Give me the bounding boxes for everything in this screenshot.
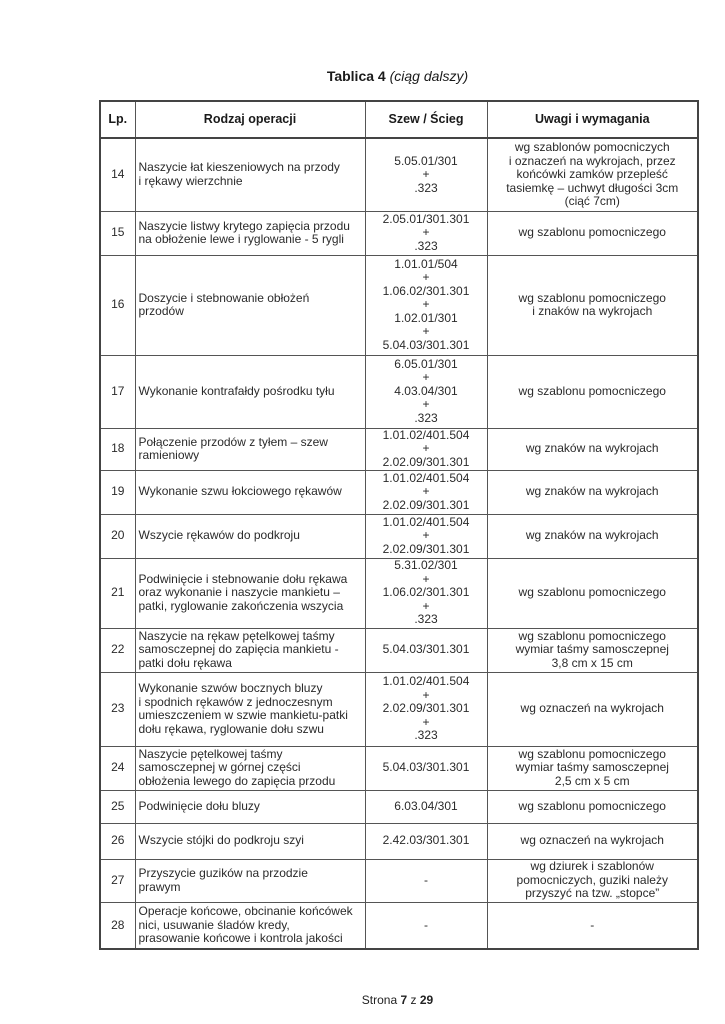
page-of: z: [410, 993, 417, 1007]
cell-seam: [365, 355, 487, 428]
cell-seam: [365, 470, 487, 514]
cell-operation: [135, 902, 365, 949]
table-row: [100, 138, 698, 211]
cell-seam-line: 1.06.02/301.301: [382, 283, 470, 298]
cell-notes: [487, 211, 698, 255]
table-row: [100, 470, 698, 514]
cell-seam: [365, 790, 487, 823]
cell-operation-line: Naszycie listwy krytego zapięcia przodu: [138, 218, 350, 233]
cell-operation-line: na obłożenie lewe i ryglowanie - 5 rygli: [138, 232, 344, 246]
cell-seam: [365, 558, 487, 628]
cell-seam-line: +: [422, 484, 430, 499]
cell-notes: [487, 428, 698, 470]
table-title-main: Tablica 4: [326, 68, 386, 84]
cell-seam-line: 1.06.02/301.301: [382, 585, 470, 600]
cell-notes: [487, 859, 698, 902]
cell-lp: 20: [100, 514, 135, 558]
cell-operation: [135, 628, 365, 672]
cell-operation: [135, 255, 365, 355]
cell-operation: [135, 823, 365, 859]
cell-lp: 25: [100, 790, 135, 823]
cell-notes: [487, 628, 698, 672]
cell-notes-line: wg znaków na wykrojach: [525, 528, 659, 543]
table-header-row: [100, 101, 698, 138]
table-row: [100, 902, 698, 949]
table-row: [100, 672, 698, 746]
cell-notes: [487, 558, 698, 628]
cell-operation-line: Wykonanie kontrafałdy pośrodku tyłu: [138, 383, 335, 398]
cell-seam-line: 5.31.02/301: [394, 558, 458, 573]
cell-operation-line: Podwinięcie dołu bluzy: [138, 798, 260, 813]
header-seam: Szew / Ścieg: [365, 101, 487, 138]
cell-seam: [365, 255, 487, 355]
cell-seam-line: 1.02.01/301: [394, 310, 458, 325]
cell-lp: 18: [100, 428, 135, 470]
cell-seam-line: +: [422, 370, 430, 385]
operations-table: [99, 100, 699, 950]
cell-operation: [135, 138, 365, 211]
cell-notes: [487, 255, 698, 355]
cell-notes-line: -: [590, 917, 595, 932]
cell-notes-line: wg znaków na wykrojach: [525, 484, 659, 499]
cell-seam: [365, 628, 487, 672]
cell-operation-line: Doszycie i stebnowanie obłożeń: [138, 290, 310, 305]
cell-operation-line: samosczepnej w górnej części: [138, 760, 301, 775]
cell-seam-line: .323: [414, 612, 438, 627]
cell-seam-line: .323: [414, 410, 438, 425]
table-row: [100, 859, 698, 902]
cell-operation: [135, 514, 365, 558]
table-row: [100, 355, 698, 428]
table-row: [100, 514, 698, 558]
cell-seam-line: 2.42.03/301.301: [382, 833, 470, 848]
cell-notes: [487, 355, 698, 428]
cell-lp: 24: [100, 746, 135, 790]
cell-operation: [135, 428, 365, 470]
cell-operation-line: Naszycie pętelkowej taśmy: [138, 746, 283, 761]
cell-operation-line: przodów: [138, 304, 184, 318]
table-body: [100, 138, 698, 949]
cell-notes-line: przyszyć na tzw. „stopce”: [525, 886, 660, 901]
cell-seam-line: -: [424, 872, 428, 887]
cell-notes-line: wg szablonu pomocniczego: [518, 628, 666, 643]
cell-seam-line: +: [422, 571, 430, 586]
cell-lp: 16: [100, 255, 135, 355]
cell-operation-line: prasowanie końcowe i kontrola jakości: [138, 931, 343, 945]
cell-seam-line: 2.05.01/301.301: [382, 211, 470, 226]
cell-notes-line: tasiemkę – uchwyt długości 3cm: [506, 180, 679, 195]
cell-operation-line: samosczepnej do zapięcia mankietu -: [138, 642, 339, 657]
cell-notes: [487, 902, 698, 949]
table-row: [100, 558, 698, 628]
cell-seam: [365, 859, 487, 902]
cell-lp: 17: [100, 355, 135, 428]
cell-operation: [135, 558, 365, 628]
cell-notes: [487, 823, 698, 859]
cell-notes-line: wg szablonu pomocniczego: [518, 746, 666, 761]
cell-operation-line: umieszczeniem w szwie mankietu-patki: [138, 708, 348, 722]
cell-notes: [487, 514, 698, 558]
table-row: [100, 628, 698, 672]
cell-seam-line: +: [422, 324, 430, 339]
cell-operation-line: ramieniowy: [138, 448, 200, 462]
cell-notes-line: wg szablonów pomocniczych: [514, 140, 670, 154]
cell-seam-line: +: [422, 714, 430, 729]
cell-operation-line: obłożenia lewego do zapięcia przodu: [138, 773, 336, 788]
table-row: [100, 255, 698, 355]
page-total: 29: [419, 993, 434, 1007]
cell-operation-line: Naszycie na rękaw pętelkowej taśmy: [138, 628, 335, 643]
cell-notes-line: wg oznaczeń na wykrojach: [520, 701, 664, 716]
cell-seam: [365, 514, 487, 558]
cell-seam-line: .323: [414, 238, 438, 253]
cell-seam-line: .323: [414, 180, 438, 195]
cell-seam: [365, 823, 487, 859]
cell-lp: 21: [100, 558, 135, 628]
cell-notes-line: wg szablonu pomocniczego: [518, 290, 666, 305]
cell-notes: [487, 746, 698, 790]
cell-seam-line: 1.01.01/504: [394, 256, 458, 271]
cell-operation-line: Podwinięcie i stebnowanie dołu rękawa: [138, 571, 348, 586]
cell-operation: [135, 211, 365, 255]
page-number: 7: [400, 993, 408, 1007]
header-notes: Uwagi i wymagania: [487, 101, 698, 138]
cell-lp: 27: [100, 859, 135, 902]
cell-operation-line: oraz wykonanie i naszycie mankietu –: [138, 585, 340, 600]
cell-operation-line: Przyszycie guzików na przodzie: [138, 866, 308, 880]
cell-seam-line: +: [422, 598, 430, 613]
cell-lp: 28: [100, 902, 135, 949]
cell-seam-line: 1.01.02/401.504: [382, 470, 470, 485]
cell-operation: [135, 790, 365, 823]
cell-operation-line: dołu rękawa, ryglowanie dołu szwu: [138, 721, 324, 736]
cell-operation-line: Wszycie stójki do podkroju szyi: [138, 833, 304, 848]
table-row: [100, 790, 698, 823]
header-lp: Lp.: [100, 101, 135, 138]
cell-notes-line: wg znaków na wykrojach: [525, 441, 659, 456]
cell-operation-line: patki, ryglowanie zakończenia wszycia: [138, 598, 344, 613]
cell-notes-line: i oznaczeń na wykrojach, przez: [508, 153, 676, 168]
cell-lp: 14: [100, 138, 135, 211]
cell-notes-line: 2,5 cm x 5 cm: [554, 773, 630, 788]
cell-seam: [365, 746, 487, 790]
cell-lp: 19: [100, 470, 135, 514]
cell-operation-line: Operacje końcowe, obcinanie końcówek: [138, 904, 353, 918]
cell-seam-line: .323: [414, 728, 438, 743]
cell-notes-line: wg szablonu pomocniczego: [518, 585, 666, 600]
cell-notes-line: wymiar taśmy samosczepnej: [515, 642, 669, 657]
cell-operation-line: Wszycie rękawów do podkroju: [138, 528, 300, 543]
cell-seam-line: 1.01.02/401.504: [382, 514, 470, 529]
cell-seam-line: -: [424, 917, 428, 932]
cell-operation-line: Połączenie przodów z tyłem – szew: [138, 434, 328, 449]
cell-notes: [487, 470, 698, 514]
cell-notes: [487, 138, 698, 211]
cell-notes-line: i znaków na wykrojach: [532, 304, 653, 318]
page-footer: [0, 993, 725, 1007]
cell-seam-line: 5.05.01/301: [394, 153, 458, 168]
cell-operation: [135, 355, 365, 428]
cell-operation-line: nici, usuwanie śladów kredy,: [138, 917, 290, 932]
cell-operation: [135, 859, 365, 902]
cell-seam-line: +: [422, 528, 430, 543]
cell-operation: [135, 672, 365, 746]
table-title-continued: (ciąg dalszy): [389, 68, 469, 84]
cell-operation: [135, 746, 365, 790]
cell-notes-line: wg oznaczeń na wykrojach: [520, 833, 664, 848]
cell-seam: [365, 138, 487, 211]
header-operation: Rodzaj operacji: [135, 101, 365, 138]
cell-seam-line: 5.04.03/301.301: [382, 337, 470, 352]
page-label: Strona: [361, 993, 398, 1007]
cell-seam-line: 1.01.02/401.504: [382, 427, 470, 442]
cell-notes: [487, 790, 698, 823]
table-row: [100, 428, 698, 470]
table-title: [0, 68, 725, 84]
cell-notes-line: (ciąć 7cm): [564, 194, 620, 208]
cell-lp: 15: [100, 211, 135, 255]
cell-operation-line: Wykonanie szwu łokciowego rękawów: [138, 484, 342, 499]
cell-notes-line: wymiar taśmy samosczepnej: [515, 760, 669, 775]
cell-seam: [365, 211, 487, 255]
cell-seam-line: 2.02.09/301.301: [382, 497, 470, 512]
cell-notes-line: wg szablonu pomocniczego: [518, 798, 666, 813]
cell-seam-line: 5.04.03/301.301: [382, 642, 470, 657]
cell-operation-line: prawym: [138, 879, 181, 894]
cell-seam-line: +: [422, 687, 430, 702]
cell-seam-line: +: [422, 270, 430, 285]
cell-seam: [365, 672, 487, 746]
cell-notes-line: wg szablonu pomocniczego: [518, 383, 666, 398]
table-row: [100, 211, 698, 255]
cell-lp: 22: [100, 628, 135, 672]
cell-seam-line: 2.02.09/301.301: [382, 541, 470, 556]
cell-operation-line: patki dołu rękawa: [138, 655, 232, 670]
cell-notes-line: 3,8 cm x 15 cm: [551, 655, 633, 670]
table-row: [100, 746, 698, 790]
cell-seam-line: +: [422, 225, 430, 240]
cell-notes-line: końcówki zamków przepleść: [516, 167, 668, 181]
cell-seam-line: +: [422, 297, 430, 312]
cell-notes-line: wg dziurek i szablonów: [530, 859, 654, 874]
cell-notes-line: wg szablonu pomocniczego: [518, 225, 666, 240]
cell-lp: 26: [100, 823, 135, 859]
cell-operation: [135, 470, 365, 514]
cell-seam-line: +: [422, 397, 430, 412]
cell-lp: 23: [100, 672, 135, 746]
cell-operation-line: i spodnich rękawów z jednoczesnym: [138, 694, 333, 709]
cell-notes-line: pomocniczych, guziki należy: [516, 872, 668, 887]
table-row: [100, 823, 698, 859]
cell-operation-line: Wykonanie szwów bocznych bluzy: [138, 681, 323, 695]
cell-seam-line: 6.03.04/301: [394, 798, 458, 813]
cell-operation-line: Naszycie łat kieszeniowych na przody: [138, 160, 340, 175]
cell-seam-line: 4.03.04/301: [394, 383, 458, 398]
cell-seam-line: 6.05.01/301: [394, 356, 458, 371]
cell-seam: [365, 428, 487, 470]
cell-seam-line: +: [422, 167, 430, 181]
cell-seam-line: 2.02.09/301.301: [382, 701, 470, 716]
cell-seam-line: 2.02.09/301.301: [382, 454, 470, 469]
cell-seam-line: 1.01.02/401.504: [382, 674, 470, 689]
cell-seam: [365, 902, 487, 949]
cell-notes: [487, 672, 698, 746]
cell-seam-line: +: [422, 441, 430, 456]
cell-seam-line: 5.04.03/301.301: [382, 760, 470, 775]
cell-operation-line: i rękawy wierzchnie: [138, 173, 243, 188]
